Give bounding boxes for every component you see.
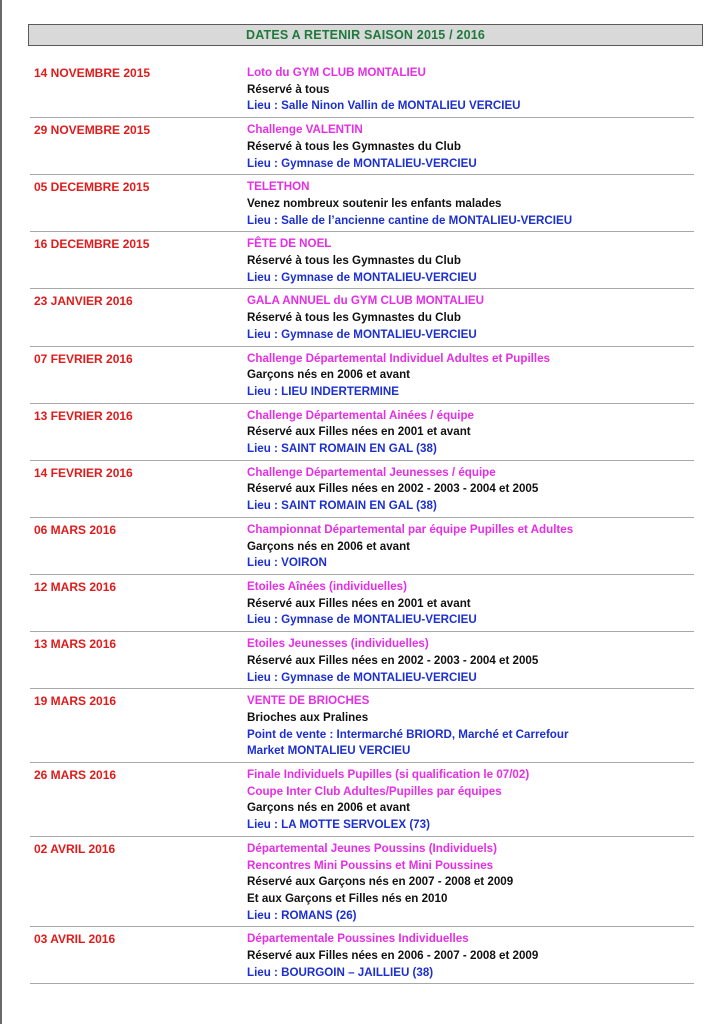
event-location-line: Lieu : SAINT ROMAIN EN GAL (38) (247, 442, 437, 456)
event-date: 12 MARS 2016 (34, 579, 117, 594)
event-date: 23 JANVIER 2016 (34, 294, 133, 309)
event-location-line: Lieu : ROMANS (26) (247, 908, 357, 922)
event-location-line: Lieu : Gymnase de MONTALIEU-VERCIEU (247, 670, 477, 684)
event-details (247, 236, 694, 286)
event-row (30, 65, 694, 118)
event-row (30, 931, 694, 984)
event-info-line: Garçons nés en 2006 et avant (247, 539, 411, 553)
page-title: DATES A RETENIR SAISON 2015 / 2016 (28, 24, 703, 46)
event-details (247, 522, 694, 572)
event-location-line: Lieu : LA MOTTE SERVOLEX (73) (247, 818, 430, 832)
event-date: 07 FEVRIER 2016 (34, 351, 133, 366)
event-info-line: Réservé à tous les Gymnastes du Club (247, 254, 461, 268)
event-title-line: Challenge VALENTIN (247, 123, 363, 137)
event-location-line: Lieu : BOURGOIN – JAILLIEU (38) (247, 965, 434, 979)
event-row (30, 179, 694, 232)
event-title-line: Challenge Départemental Ainées / équipe (247, 408, 475, 422)
event-title-line: VENTE DE BRIOCHES (247, 694, 370, 708)
event-info-line: Réservé aux Filles nées en 2001 et avant (247, 425, 471, 439)
event-details (247, 465, 694, 515)
event-location-line: Lieu : Gymnase de MONTALIEU-VERCIEU (247, 270, 477, 284)
event-date: 26 MARS 2016 (34, 768, 117, 783)
event-details (247, 351, 694, 401)
event-details (247, 293, 694, 343)
event-row (30, 122, 694, 175)
event-location-line: Lieu : LIEU INDERTERMINE (247, 384, 400, 398)
event-date: 29 NOVEMBRE 2015 (34, 123, 151, 138)
event-title-line: Rencontres Mini Poussins et Mini Poussines (247, 858, 494, 872)
event-details (247, 179, 694, 229)
event-location-line: Lieu : Gymnase de MONTALIEU-VERCIEU (247, 156, 477, 170)
event-location-line: Lieu : Gymnase de MONTALIEU-VERCIEU (247, 327, 477, 341)
event-info-line: Réservé à tous les Gymnastes du Club (247, 139, 461, 153)
event-date: 16 DECEMBRE 2015 (34, 237, 150, 252)
event-row (30, 693, 694, 763)
event-title-line: Coupe Inter Club Adultes/Pupilles par équipes (247, 784, 502, 798)
event-title-line: Loto du GYM CLUB MONTALIEU (247, 66, 426, 79)
event-row (30, 408, 694, 461)
event-info-line: Réservé aux Filles nées en 2002 - 2003 - 2004 et 2005 (247, 653, 539, 667)
events-list (0, 65, 724, 988)
event-details (247, 65, 694, 115)
event-info-line: Réservé à tous les Gymnastes du Club (247, 311, 461, 325)
event-info-line: Réservé aux Filles nées en 2006 - 2007 - 2008 et 2009 (247, 949, 539, 963)
event-info-line: Réservé aux Garçons nés en 2007 - 2008 et 2009 (247, 875, 514, 889)
event-date: 14 FEVRIER 2016 (34, 465, 133, 480)
event-details (247, 767, 694, 834)
event-title-line: FÊTE DE NOEL (247, 237, 332, 251)
event-info-line: Brioches aux Pralines (247, 710, 369, 724)
event-info-line: Réservé aux Filles nées en 2002 - 2003 - 2004 et 2005 (247, 482, 539, 496)
event-row (30, 841, 694, 928)
event-title-line: Départemental Jeunes Poussins (Individuels) (247, 841, 497, 855)
event-location-line: Market MONTALIEU VERCIEU (247, 744, 411, 758)
event-row (30, 351, 694, 404)
event-location-line: Lieu : Salle Ninon Vallin de MONTALIEU VERCIEU (247, 99, 521, 113)
event-row (30, 636, 694, 689)
event-info-line: Réservé à tous (247, 82, 330, 96)
event-details (247, 636, 694, 686)
event-row (30, 522, 694, 575)
event-details (247, 693, 694, 760)
event-info-line: Et aux Garçons et Filles nés en 2010 (247, 891, 448, 905)
event-title-line: TELETHON (247, 180, 310, 194)
event-title-line: Départementale Poussines Individuelles (247, 932, 469, 946)
event-title-line: Championnat Départemental par équipe Pupilles et Adultes (247, 522, 574, 536)
event-title-line: Finale Individuels Pupilles (si qualification le 07/02) (247, 768, 530, 782)
event-location-line: Point de vente : Intermarché BRIORD, Marché et Carrefour (247, 727, 569, 741)
event-location-line: Lieu : Salle de l’ancienne cantine de MONTALIEU-VERCIEU (247, 213, 573, 227)
event-details (247, 408, 694, 458)
event-date: 06 MARS 2016 (34, 522, 117, 537)
event-row (30, 293, 694, 346)
event-row (30, 579, 694, 632)
event-info-line: Réservé aux Filles nées en 2001 et avant (247, 596, 471, 610)
event-info-line: Venez nombreux soutenir les enfants malades (247, 196, 502, 210)
event-row (30, 465, 694, 518)
event-location-line: Lieu : Gymnase de MONTALIEU-VERCIEU (247, 613, 477, 627)
event-title-line: Challenge Départemental Jeunesses / équipe (247, 465, 496, 479)
event-row (30, 767, 694, 837)
event-details (247, 579, 694, 629)
event-location-line: Lieu : VOIRON (247, 556, 327, 570)
event-date: 13 MARS 2016 (34, 637, 117, 652)
event-info-line: Garçons nés en 2006 et avant (247, 801, 411, 815)
event-title-line: Etoiles Aînées (individuelles) (247, 579, 407, 593)
event-title-line: Etoiles Jeunesses (individuelles) (247, 637, 429, 651)
event-details (247, 122, 694, 172)
event-date: 14 NOVEMBRE 2015 (34, 66, 151, 80)
event-title-line: Challenge Départemental Individuel Adultes et Pupilles (247, 351, 551, 365)
event-row (30, 236, 694, 289)
event-location-line: Lieu : SAINT ROMAIN EN GAL (38) (247, 499, 437, 513)
event-details (247, 841, 694, 925)
event-date: 05 DECEMBRE 2015 (34, 180, 150, 195)
event-title-line: GALA ANNUEL du GYM CLUB MONTALIEU (247, 294, 485, 308)
event-date: 03 AVRIL 2016 (34, 932, 116, 947)
event-date: 02 AVRIL 2016 (34, 841, 116, 856)
event-date: 19 MARS 2016 (34, 694, 117, 709)
event-date: 13 FEVRIER 2016 (34, 408, 133, 423)
event-info-line: Garçons nés en 2006 et avant (247, 368, 411, 382)
event-details (247, 931, 694, 981)
